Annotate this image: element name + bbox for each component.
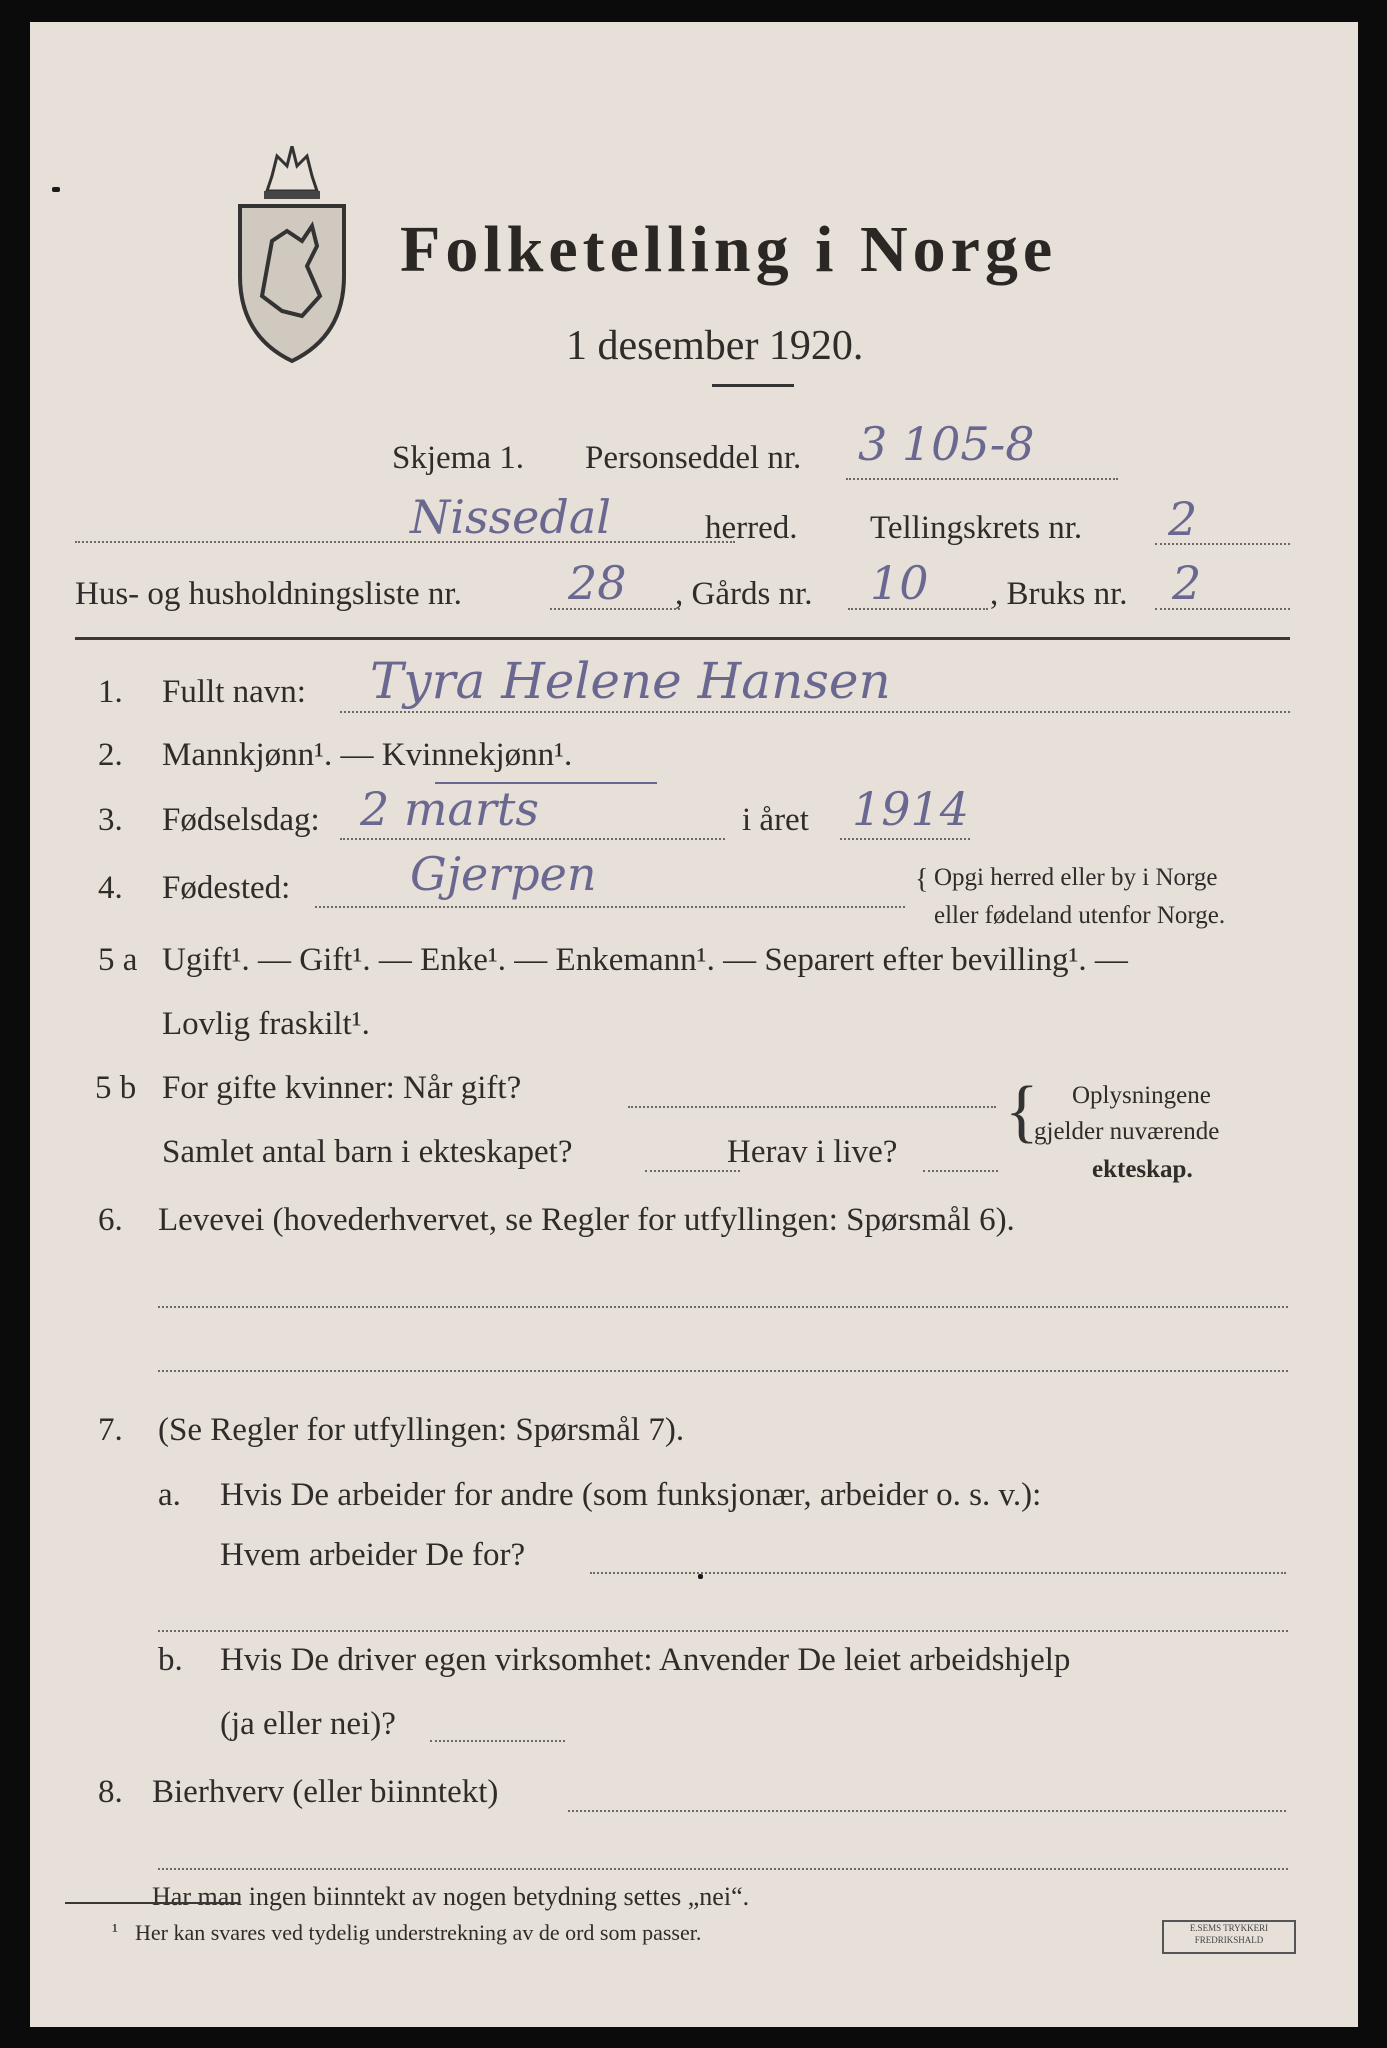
skjema-label: Skjema 1. xyxy=(392,440,524,476)
header-separator xyxy=(75,637,1290,640)
q1-line xyxy=(340,711,1290,713)
q3-number: 3. xyxy=(98,802,123,838)
q7b-line xyxy=(430,1740,565,1742)
footnote-text: Her kan svares ved tydelig understrekning av de ord som passer. xyxy=(135,1920,702,1945)
q8-number: 8. xyxy=(98,1774,123,1810)
q5b-brace: { xyxy=(1005,1073,1039,1150)
q7-number: 7. xyxy=(98,1412,123,1448)
q4-number: 4. xyxy=(98,870,123,906)
q5b-note-1: Oplysningene xyxy=(1072,1082,1211,1109)
title-divider xyxy=(712,384,794,387)
q3-year-label: i året xyxy=(742,802,809,838)
personseddel-line xyxy=(846,478,1118,480)
birthplace-value: Gjerpen xyxy=(410,847,597,901)
footnote-mark: ¹ xyxy=(112,1920,118,1942)
q3-label: Fødselsdag: xyxy=(162,802,320,838)
q5a-label-2: Lovlig fraskilt¹. xyxy=(162,1006,370,1042)
q2-number: 2. xyxy=(98,737,123,773)
census-date: 1 desember 1920. xyxy=(566,323,864,369)
herred-line xyxy=(75,541,735,543)
q7b-label-2: (ja eller nei)? xyxy=(220,1706,396,1742)
q7-label: (Se Regler for utfyllingen: Spørsmål 7). xyxy=(158,1412,685,1448)
q3-year-line xyxy=(840,838,970,840)
q8-note: Har man ingen biinntekt av nogen betydning settes „nei“. xyxy=(152,1882,750,1911)
q7a-number: a. xyxy=(158,1477,181,1513)
ink-speck xyxy=(52,187,60,192)
form-title: Folketelling i Norge xyxy=(400,213,1058,286)
q1-label: Fullt navn: xyxy=(162,674,306,710)
q6-line-1 xyxy=(158,1306,1288,1308)
birth-year-value: 1914 xyxy=(852,782,970,836)
q5b-number: 5 b xyxy=(95,1070,137,1106)
q2-label: Mannkjønn¹. — Kvinnekjønn¹. xyxy=(162,737,573,773)
q5b-label: For gifte kvinner: Når gift? xyxy=(162,1070,522,1106)
bruks-label: , Bruks nr. xyxy=(990,576,1128,612)
q7b-number: b. xyxy=(158,1642,183,1678)
q7b-label: Hvis De driver egen virksomhet: Anvender De leiet arbeidshjelp xyxy=(220,1642,1071,1678)
q7a-line-2 xyxy=(158,1630,1288,1632)
coat-of-arms-icon xyxy=(232,146,352,366)
q5b-alive-line xyxy=(923,1170,998,1172)
stamp-line-2: FREDRIKSHALD xyxy=(1194,1935,1264,1945)
tellingskrets-value: 2 xyxy=(1168,492,1198,546)
gards-label: , Gårds nr. xyxy=(675,576,813,612)
q5b-label-2: Samlet antal barn i ekteskapet? xyxy=(162,1134,573,1170)
q4-note-1: Opgi herred eller by i Norge xyxy=(934,864,1218,891)
q6-label: Levevei (hovederhvervet, se Regler for utfyllingen: Spørsmål 6). xyxy=(158,1202,1015,1238)
ink-speck xyxy=(698,1574,703,1579)
q5a-label: Ugift¹. — Gift¹. — Enke¹. — Enkemann¹. — Separert efter bevilling¹. — xyxy=(162,942,1128,978)
q7a-line xyxy=(590,1572,1286,1574)
tellingskrets-label: Tellingskrets nr. xyxy=(870,510,1083,546)
q6-line-2 xyxy=(158,1370,1288,1372)
hus-label: Hus- og husholdningsliste nr. xyxy=(75,576,462,612)
q5b-note-3: ekteskap. xyxy=(1092,1156,1193,1183)
footnote-rule xyxy=(65,1902,240,1904)
q5b-note-2: gjelder nuværende xyxy=(1034,1118,1220,1145)
q6-number: 6. xyxy=(98,1202,123,1238)
census-form xyxy=(30,22,1358,2027)
hus-value: 28 xyxy=(568,556,627,610)
q5a-number: 5 a xyxy=(98,942,138,978)
q5b-married-line xyxy=(628,1106,996,1108)
personseddel-label: Personseddel nr. xyxy=(585,440,802,476)
q7a-label: Hvis De arbeider for andre (som funksjonær, arbeider o. s. v.): xyxy=(220,1477,1042,1513)
printer-stamp xyxy=(1162,1920,1296,1954)
herred-label: herred. xyxy=(705,510,798,546)
q8-line-2 xyxy=(158,1868,1288,1870)
q4-line xyxy=(315,906,905,908)
q1-number: 1. xyxy=(98,674,123,710)
q8-line xyxy=(568,1810,1286,1812)
q5b-children-line xyxy=(645,1170,740,1172)
q7a-label-2: Hvem arbeider De for? xyxy=(220,1537,526,1573)
stamp-line-1: E.SEMS TRYKKERI xyxy=(1189,1923,1269,1933)
q8-label: Bierhverv (eller biinntekt) xyxy=(152,1774,499,1810)
personseddel-value: 3 105-8 xyxy=(858,417,1035,471)
herred-value: Nissedal xyxy=(410,490,611,544)
q4-brace: { xyxy=(915,864,929,895)
q3-line xyxy=(340,838,725,840)
q4-label: Fødested: xyxy=(162,870,291,906)
q4-note-2: eller fødeland utenfor Norge. xyxy=(934,902,1226,929)
full-name-value: Tyra Helene Hansen xyxy=(370,652,891,710)
q5b-label-3: Herav i live? xyxy=(727,1134,898,1170)
birthday-value: 2 marts xyxy=(360,782,540,836)
bruks-value: 2 xyxy=(1172,556,1202,610)
gards-value: 10 xyxy=(870,556,929,610)
